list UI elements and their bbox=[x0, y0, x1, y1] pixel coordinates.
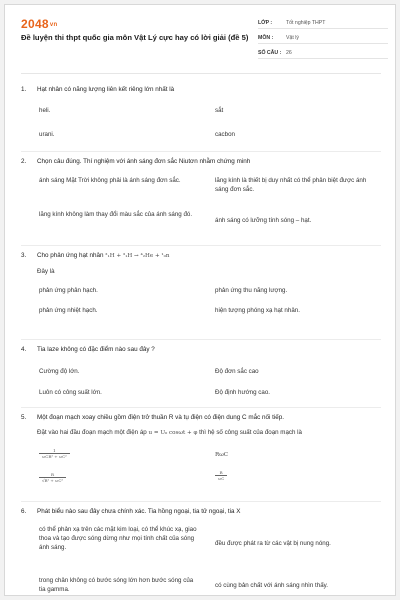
fraction-numerator: R bbox=[39, 472, 66, 478]
answer-option-a[interactable]: phản ứng phân hạch. bbox=[39, 287, 98, 294]
answer-options bbox=[37, 106, 383, 146]
question-divider bbox=[21, 407, 381, 408]
answer-options bbox=[37, 525, 383, 596]
nuclear-equation: ²₁H + ³₁H → ⁴₂He + ¹₀n bbox=[105, 253, 170, 259]
meta-key: SỐ CÂU : bbox=[258, 49, 282, 56]
answer-option-b[interactable]: lăng kính là thiết bị duy nhất có thể phân biệt được ánh sáng đơn sắc. bbox=[215, 177, 367, 193]
question-text: Một đoạn mạch xoay chiều gồm điện trở thuần R và tụ điện có điện dung C mắc nối tiếp. bbox=[37, 414, 285, 421]
answer-option-a[interactable]: Cường độ lớn. bbox=[39, 368, 80, 375]
answer-option-d[interactable]: ánh sáng có lưỡng tính sóng – hạt. bbox=[215, 217, 312, 224]
question-number: 1. bbox=[21, 86, 27, 93]
fraction-denominator: √R² + ωC² bbox=[42, 478, 63, 483]
question-1 bbox=[21, 85, 383, 146]
answer-option-d[interactable]: có cùng bản chất với ánh sáng nhìn thấy. bbox=[215, 582, 328, 589]
answer-option-d[interactable]: Độ định hướng cao. bbox=[215, 389, 270, 396]
meta-table bbox=[258, 17, 388, 59]
meta-value: Vật lý bbox=[286, 34, 299, 41]
meta-row-grade bbox=[258, 17, 388, 29]
answer-option-c[interactable]: phản ứng nhiệt hạch. bbox=[39, 307, 98, 314]
question-divider bbox=[21, 245, 381, 246]
question-number: 4. bbox=[21, 346, 27, 353]
question-subtext: Đặt vào hai đầu đoạn mạch một điện áp bbox=[37, 429, 147, 436]
answer-option-d[interactable] bbox=[213, 470, 383, 481]
question-text: Tia laze không có đặc điểm nào sau đây ? bbox=[37, 346, 155, 353]
question-text: Chọn câu đúng. Thí nghiệm với ánh sáng đơn sắc Niutơn nhằm chứng minh bbox=[37, 158, 251, 165]
answer-option-b[interactable]: Độ đơn sắc cao bbox=[215, 368, 259, 375]
answer-option-c[interactable] bbox=[37, 472, 202, 483]
answer-options bbox=[37, 448, 383, 494]
question-text: Phát biểu nào sau đây chưa chính xác. Tia hồng ngoại, tia tử ngoại, tia X bbox=[37, 508, 241, 515]
fraction-formula bbox=[39, 448, 70, 459]
answer-option-a[interactable]: heli. bbox=[39, 107, 51, 114]
question-number: 3. bbox=[21, 252, 27, 259]
question-text-line bbox=[37, 251, 383, 261]
question-subtext: Đây là bbox=[37, 268, 55, 275]
meta-key: MÔN : bbox=[258, 34, 274, 41]
answer-option-c[interactable]: trong chân không có bước sóng lớn hơn bước sóng của tia gamma. bbox=[39, 577, 194, 593]
question-divider bbox=[21, 501, 381, 502]
document-page bbox=[4, 4, 396, 596]
question-subtext-line bbox=[37, 428, 383, 438]
meta-value: Tốt nghiệp THPT bbox=[286, 19, 326, 26]
header-divider bbox=[21, 73, 381, 74]
answer-option-b[interactable]: đều được phát ra từ các vật bị nung nóng. bbox=[215, 540, 331, 547]
answer-option-b[interactable]: phản ứng thu năng lượng. bbox=[215, 287, 288, 294]
question-number: 2. bbox=[21, 158, 27, 165]
question-number: 5. bbox=[21, 414, 27, 421]
question-number: 6. bbox=[21, 508, 27, 515]
formula: RωC bbox=[215, 452, 229, 458]
meta-key: LỚP : bbox=[258, 19, 273, 26]
fraction-denominator: ωC bbox=[218, 476, 225, 481]
brand-logo[interactable] bbox=[21, 17, 58, 31]
answer-option-c[interactable]: urani. bbox=[39, 131, 55, 138]
answer-option-d[interactable]: cacbon bbox=[215, 131, 235, 138]
question-3 bbox=[21, 251, 383, 328]
answer-option-a[interactable] bbox=[37, 448, 202, 459]
fraction-formula bbox=[215, 470, 227, 481]
question-divider bbox=[21, 339, 381, 340]
fraction-numerator: R bbox=[215, 470, 227, 476]
fraction-numerator: 1 bbox=[39, 448, 70, 454]
answer-option-c[interactable]: Luôn có công suất lớn. bbox=[39, 389, 102, 396]
document-title: Đề luyện thi thpt quốc gia môn Vật Lý cực hay có lời giải (đề 5) bbox=[21, 33, 249, 42]
answer-option-c[interactable]: lăng kính không làm thay đổi màu sắc của ánh sáng đó. bbox=[39, 211, 193, 218]
brand-name: 2048 bbox=[21, 17, 49, 31]
brand-suffix: vn bbox=[49, 22, 58, 28]
answer-options bbox=[37, 367, 383, 407]
document-header bbox=[5, 5, 396, 71]
answer-options bbox=[37, 176, 383, 246]
answer-option-d[interactable]: hiện tượng phóng xạ hạt nhân. bbox=[215, 307, 300, 314]
question-divider bbox=[21, 151, 381, 152]
answer-options bbox=[37, 286, 383, 328]
fraction-denominator: ωCR² + ωC² bbox=[42, 454, 67, 459]
question-4 bbox=[21, 345, 383, 407]
meta-value: 26 bbox=[286, 49, 292, 56]
question-text: Hạt nhân có năng lượng liên kết riêng lớn nhất là bbox=[37, 86, 175, 93]
fraction-formula bbox=[39, 472, 66, 483]
voltage-equation: u = U₀ cosωt + φ bbox=[148, 430, 198, 436]
question-5 bbox=[21, 413, 383, 494]
meta-row-subject bbox=[258, 32, 388, 44]
answer-option-b[interactable]: sắt bbox=[215, 107, 224, 114]
question-2 bbox=[21, 157, 383, 246]
answer-option-a[interactable]: ánh sáng Mặt Trời không phải là ánh sáng đơn sắc. bbox=[39, 177, 181, 184]
question-text: Cho phản ứng hạt nhân bbox=[37, 252, 104, 259]
answer-option-b[interactable] bbox=[213, 450, 383, 460]
meta-row-count bbox=[258, 47, 388, 59]
question-subtext-end: thì hệ số công suất của đoạn mạch là bbox=[199, 429, 302, 436]
question-6 bbox=[21, 507, 383, 596]
answer-option-a[interactable]: có thể phản xạ trên các mặt kim loại, có thể khúc xạ, giao thoa và tạo được sóng dừng như mọi tính chất của sóng ánh sáng. bbox=[39, 526, 197, 551]
